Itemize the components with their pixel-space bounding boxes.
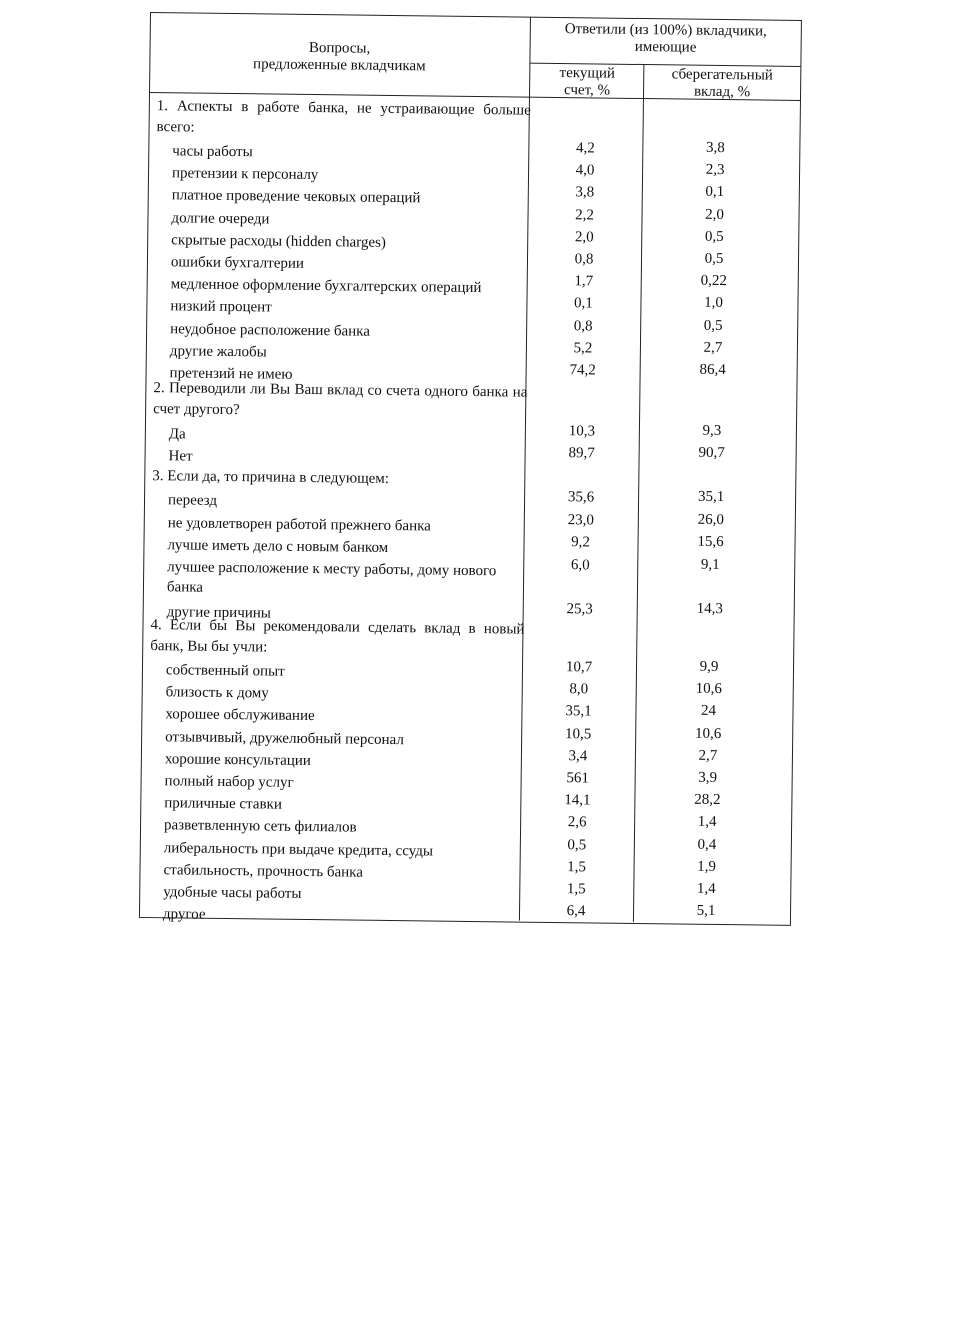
value-savings-deposit: 35,1	[697, 488, 725, 506]
row-label: отзывчивый, дружелюбный персонал	[165, 728, 404, 748]
value-savings-deposit: 0,4	[697, 836, 717, 853]
row-label: лучше иметь дело с новым банком	[167, 537, 389, 556]
row-label: стабильность, прочность банка	[163, 862, 364, 881]
value-current-account: 561	[566, 770, 590, 787]
value-savings-deposit: 0,5	[704, 250, 724, 268]
row-label: часы работы	[172, 143, 253, 161]
row-label: хорошие консультации	[164, 751, 311, 769]
row-label: либеральность при выдаче кредита, ссуды	[163, 839, 434, 860]
row-label: полный набор услуг	[164, 773, 294, 791]
value-savings-deposit: 0,22	[700, 272, 727, 290]
value-current-account: 4,0	[575, 162, 595, 179]
value-current-account: 3,8	[575, 184, 595, 201]
value-savings-deposit: 0,1	[705, 184, 725, 201]
value-savings-deposit: 5,1	[696, 902, 716, 920]
value-current-account: 23,0	[567, 511, 595, 528]
row-label: низкий процент	[170, 298, 272, 316]
value-savings-deposit: 9,3	[702, 422, 722, 440]
value-savings-deposit: 24	[700, 703, 717, 720]
row-label: не удовлетворен работой прежнего банка	[167, 514, 431, 534]
value-current-account: 5,2	[573, 339, 593, 357]
value-current-account: 10,3	[568, 423, 596, 440]
value-current-account: 25,3	[566, 600, 593, 617]
value-current-account: 0,5	[567, 836, 587, 853]
value-savings-deposit: 1,0	[704, 295, 723, 312]
value-savings-deposit: 14,3	[696, 600, 723, 617]
value-current-account: 0,8	[574, 251, 594, 268]
value-current-account: 9,2	[571, 534, 591, 551]
row-label: платное проведение чековых операций	[171, 187, 421, 207]
value-savings-deposit: 15,6	[697, 533, 724, 551]
value-savings-deposit: 10,6	[695, 725, 722, 742]
value-current-account: 4,2	[575, 140, 595, 157]
row-label: переезд	[167, 492, 218, 509]
row-label: долгие очереди	[171, 209, 270, 228]
value-current-account: 1,7	[574, 273, 594, 290]
row-label: другие жалобы	[169, 343, 267, 361]
row-label: претензии к персоналу	[171, 165, 319, 184]
value-current-account: 6,0	[570, 556, 590, 573]
section-title-2: 2. Переводили ли Вы Ваш вклад со счета одного банка на счет другого?	[153, 380, 528, 419]
row-label: разветвленную сеть филиалов	[163, 817, 357, 836]
value-current-account: 10,5	[564, 725, 592, 743]
row-label: претензий не имею	[169, 365, 293, 383]
value-current-account: 10,7	[565, 659, 593, 676]
value-savings-deposit: 28,2	[694, 791, 721, 809]
row-label: другие причины	[166, 603, 272, 622]
row-label: лучшее расположение к месту работы, дому нового банка	[166, 558, 497, 596]
value-savings-deposit: 0,5	[704, 228, 724, 245]
row-label: собственный опыт	[165, 662, 285, 680]
section-title-1: 1. Аспекты в работе банка, не устраивающие больше всего:	[156, 98, 531, 136]
value-savings-deposit: 26,0	[697, 511, 725, 528]
row-label: скрытые расходы (hidden charges)	[171, 232, 387, 251]
section-title-3: 3. Если да, то причина в следующем:	[152, 468, 390, 487]
row-label: приличные ставки	[164, 795, 282, 813]
value-savings-deposit: 2,0	[705, 206, 725, 223]
value-savings-deposit: 9,1	[700, 556, 720, 573]
value-savings-deposit: 1,4	[697, 814, 717, 831]
value-current-account: 1,5	[567, 858, 587, 876]
row-label: неудобное расположение банка	[170, 320, 371, 340]
row-label: Нет	[168, 448, 193, 465]
value-current-account: 3,4	[568, 747, 588, 765]
value-savings-deposit: 90,7	[698, 444, 725, 462]
row-label: медленное оформление бухгалтерских операций	[170, 276, 482, 297]
row-label: Да	[168, 426, 186, 443]
row-label: близость к дому	[165, 684, 269, 702]
value-current-account: 8,0	[569, 681, 589, 698]
value-savings-deposit: 9,9	[699, 658, 719, 675]
section-title-4: 4. Если бы Вы рекомендовали сделать вклад в новый банк, Вы бы учли:	[150, 617, 525, 656]
value-savings-deposit: 10,6	[695, 680, 722, 698]
value-current-account: 89,7	[568, 445, 595, 462]
value-savings-deposit: 2,3	[705, 161, 725, 179]
value-savings-deposit: 1,4	[696, 880, 716, 897]
value-current-account: 14,1	[564, 792, 591, 809]
survey-table	[139, 12, 802, 926]
value-current-account: 6,4	[566, 903, 586, 920]
value-current-account: 35,1	[565, 703, 592, 720]
value-savings-deposit: 2,7	[698, 747, 718, 764]
value-savings-deposit: 3,9	[698, 769, 718, 786]
value-current-account: 2,6	[567, 814, 587, 831]
value-savings-deposit: 1,9	[697, 858, 717, 875]
value-current-account: 2,0	[574, 229, 594, 246]
value-current-account: 2,2	[575, 206, 595, 224]
value-savings-deposit: 2,7	[703, 339, 723, 356]
value-savings-deposit: 0,5	[703, 317, 723, 334]
value-current-account: 1,5	[566, 881, 586, 898]
header-answered: Ответили (из 100%) вкладчики, имеющие	[564, 21, 767, 56]
row-label: ошибки бухгалтерии	[170, 254, 305, 272]
header-current-account: текущий счет, %	[559, 65, 616, 99]
value-savings-deposit: 86,4	[699, 361, 726, 379]
row-label: хорошее обслуживание	[165, 706, 315, 725]
value-current-account: 74,2	[569, 362, 596, 379]
row-label: удобные часы работы	[163, 884, 302, 902]
row-label: другое	[162, 906, 206, 923]
header-savings-deposit: сберегательный вклад, %	[671, 66, 773, 101]
header-questions: Вопросы, предложенные вкладчикам	[253, 39, 426, 75]
value-current-account: 0,8	[573, 317, 593, 335]
value-current-account: 35,6	[567, 489, 595, 506]
value-savings-deposit: 3,8	[705, 139, 725, 157]
value-current-account: 0,1	[573, 295, 593, 312]
